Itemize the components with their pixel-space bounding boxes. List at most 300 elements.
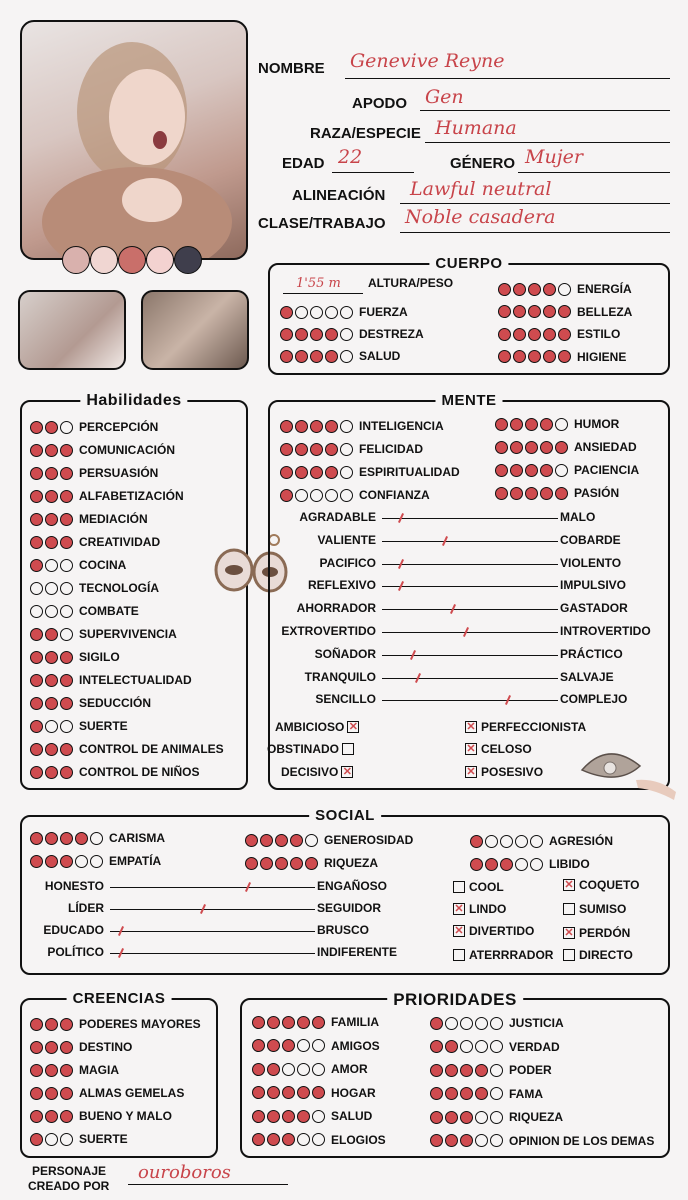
rating-dots — [30, 582, 75, 595]
stat-label: SUERTE — [79, 719, 128, 733]
rating-dot — [45, 1110, 58, 1123]
trait-label: SUMISO — [579, 902, 627, 916]
scale-track — [110, 931, 315, 932]
stat-label: HUMOR — [574, 417, 620, 431]
checked-box[interactable]: ✕ — [466, 766, 476, 778]
stat-label: FELICIDAD — [359, 442, 423, 456]
rating-dot — [325, 489, 338, 502]
stat-row — [498, 325, 620, 343]
rating-dot — [510, 487, 523, 500]
rating-dot — [310, 420, 323, 433]
rating-dot — [267, 1133, 280, 1146]
stat-label: VERDAD — [509, 1039, 560, 1054]
scale-track — [382, 541, 558, 542]
rating-dots — [252, 1063, 327, 1076]
rating-dot — [45, 743, 58, 756]
rating-dot — [555, 441, 568, 454]
scale-right-label: VIOLENTO — [560, 555, 622, 570]
scale-track — [382, 564, 558, 565]
scale-track — [110, 953, 315, 954]
rating-dot — [60, 444, 73, 457]
rating-dot — [282, 1086, 295, 1099]
rating-dot — [495, 418, 508, 431]
trait-label: ATERRRADOR — [469, 948, 554, 962]
rating-dot — [252, 1063, 265, 1076]
rating-dots — [30, 490, 75, 503]
scale-right-label: GASTADOR — [560, 601, 628, 616]
rating-dot — [500, 835, 513, 848]
rating-dot — [60, 720, 73, 733]
stat-row — [30, 1015, 201, 1033]
rating-dots — [30, 421, 75, 434]
rating-dot — [430, 1134, 443, 1147]
stat-row — [30, 556, 126, 574]
stat-row — [30, 1107, 172, 1125]
rating-dot — [60, 651, 73, 664]
rating-dot — [510, 441, 523, 454]
shell-pearl-icon — [578, 730, 678, 810]
rating-dot — [282, 1063, 295, 1076]
creencias-title: CREENCIAS — [67, 990, 172, 1007]
stat-row — [30, 441, 175, 459]
rating-dot — [495, 487, 508, 500]
rating-dots — [430, 1087, 505, 1100]
rating-dot — [280, 306, 293, 319]
stat-row — [470, 855, 590, 873]
stat-label: HIGIENE — [577, 349, 627, 364]
stat-label: AGRESIÓN — [549, 834, 614, 848]
rating-dot — [495, 464, 508, 477]
rating-dot — [30, 766, 43, 779]
rating-dot — [60, 1041, 73, 1054]
stat-row — [30, 717, 128, 735]
rating-dot — [430, 1040, 443, 1053]
scale-left-label: POLÍTICO — [47, 945, 104, 959]
stat-label: BELLEZA — [577, 304, 633, 319]
trait-label: DECISIVO — [281, 765, 339, 779]
rating-dot — [525, 487, 538, 500]
rating-dot — [340, 328, 353, 341]
rating-dots — [430, 1040, 505, 1053]
rating-dot — [280, 350, 293, 363]
scale-track — [110, 909, 315, 910]
mente-title: MENTE — [436, 392, 503, 409]
rating-dot — [252, 1086, 265, 1099]
scale-left-label: TRANQUILO — [304, 669, 376, 684]
stat-label: EMPATÍA — [109, 854, 162, 868]
checkbox[interactable] — [563, 903, 575, 915]
rating-dots — [252, 1110, 327, 1123]
stat-label: OPINION DE LOS DEMAS — [509, 1133, 655, 1148]
checked-box[interactable]: ✕ — [466, 743, 476, 755]
rating-dot — [558, 305, 571, 318]
rating-dot — [325, 466, 338, 479]
stat-row — [280, 325, 424, 343]
stat-label: CARISMA — [109, 831, 165, 845]
stat-label: LIBIDO — [549, 857, 590, 871]
rating-dot — [45, 1018, 58, 1031]
stat-row — [30, 533, 160, 551]
stat-label: SEDUCCIÓN — [79, 696, 152, 710]
rating-dot — [280, 489, 293, 502]
scale-left-label: PACIFICO — [319, 555, 376, 570]
field-value: Noble casadera — [405, 206, 556, 228]
rating-dot — [267, 1110, 280, 1123]
rating-dot — [325, 420, 338, 433]
rating-dot — [45, 1041, 58, 1054]
stat-label: DESTINO — [79, 1040, 133, 1054]
rating-dot — [540, 441, 553, 454]
checked-box[interactable]: ✕ — [466, 721, 476, 733]
rating-dots — [495, 418, 570, 431]
rating-dots — [30, 628, 75, 641]
scale-track — [382, 609, 558, 610]
rating-dot — [45, 651, 58, 664]
trait-check — [462, 718, 586, 736]
rating-dot — [295, 443, 308, 456]
checkbox[interactable] — [342, 743, 354, 755]
rating-dot — [30, 559, 43, 572]
stat-label: PASIÓN — [574, 486, 620, 500]
rating-dots — [252, 1086, 327, 1099]
rating-dot — [470, 835, 483, 848]
rating-dot — [30, 628, 43, 641]
stat-label: RIQUEZA — [324, 856, 378, 870]
stat-row — [30, 829, 165, 847]
rating-dots — [495, 487, 570, 500]
rating-dot — [528, 328, 541, 341]
rating-dot — [495, 441, 508, 454]
field-value: Gen — [425, 86, 464, 108]
stat-row — [30, 579, 159, 597]
stat-label: MAGIA — [79, 1063, 119, 1077]
rating-dot — [498, 305, 511, 318]
rating-dot — [445, 1087, 458, 1100]
field-value: Lawful neutral — [410, 178, 552, 200]
checked-box[interactable]: ✕ — [454, 925, 464, 937]
stat-row — [252, 1037, 380, 1055]
scale-right-label: INTROVERTIDO — [560, 624, 651, 638]
rating-dot — [430, 1017, 443, 1030]
rating-dots — [430, 1017, 505, 1030]
locket-photo — [141, 290, 249, 370]
stat-row — [30, 648, 120, 666]
stat-row — [280, 440, 423, 458]
rating-dot — [45, 582, 58, 595]
rating-dots — [498, 283, 573, 296]
stat-label: PERCEPCIÓN — [79, 420, 159, 434]
field-value: Mujer — [525, 146, 583, 168]
rating-dot — [252, 1133, 265, 1146]
rating-dot — [430, 1087, 443, 1100]
trait-check — [462, 763, 543, 781]
altura-label: ALTURA/PESO — [368, 276, 454, 290]
color-swatch — [174, 246, 202, 274]
stat-row — [30, 510, 148, 528]
checkbox[interactable] — [453, 881, 465, 893]
rating-dot — [30, 743, 43, 756]
rating-dots — [245, 857, 320, 870]
rating-dot — [30, 582, 43, 595]
checked-box[interactable]: ✕ — [564, 879, 574, 891]
rating-dot — [295, 350, 308, 363]
stat-row — [30, 763, 199, 781]
trait-check — [462, 740, 532, 758]
scale-track — [382, 700, 558, 701]
rating-dot — [282, 1016, 295, 1029]
stat-label: SALUD — [331, 1109, 373, 1123]
rating-dot — [445, 1017, 458, 1030]
rating-dot — [490, 1087, 503, 1100]
rating-dot — [513, 305, 526, 318]
stat-label: CONFIANZA — [359, 488, 430, 502]
stat-row — [252, 1060, 368, 1078]
rating-dot — [312, 1086, 325, 1099]
field-label: APODO — [352, 95, 408, 112]
rating-dot — [45, 444, 58, 457]
checked-box[interactable]: ✕ — [348, 721, 358, 733]
rating-dot — [340, 350, 353, 363]
field-label: GÉNERO — [450, 155, 516, 172]
stat-row — [280, 486, 430, 504]
rating-dot — [60, 674, 73, 687]
rating-dots — [252, 1133, 327, 1146]
stat-label: TECNOLOGÍA — [79, 581, 159, 595]
rating-dot — [490, 1111, 503, 1124]
rating-dot — [60, 1110, 73, 1123]
rating-dot — [297, 1086, 310, 1099]
rating-dot — [475, 1111, 488, 1124]
stat-label: SUERTE — [79, 1132, 128, 1146]
rating-dot — [60, 605, 73, 618]
rating-dot — [543, 305, 556, 318]
field-label: CLASE/TRABAJO — [258, 215, 386, 232]
rating-dots — [498, 328, 573, 341]
rating-dot — [460, 1064, 473, 1077]
stat-label: COMUNICACIÓN — [79, 443, 175, 457]
field-value: Humana — [435, 117, 517, 139]
rating-dot — [267, 1086, 280, 1099]
rating-dot — [280, 328, 293, 341]
trait-label: LINDO — [469, 902, 507, 916]
rating-dot — [245, 834, 258, 847]
rating-dots — [30, 1018, 75, 1031]
scale-left-label: LÍDER — [68, 901, 104, 915]
rating-dot — [30, 832, 43, 845]
stat-label: PODERES MAYORES — [79, 1017, 201, 1031]
rating-dot — [310, 306, 323, 319]
rating-dot — [45, 832, 58, 845]
rating-dots — [30, 743, 75, 756]
rating-dot — [543, 283, 556, 296]
rating-dot — [282, 1110, 295, 1123]
rating-dot — [267, 1063, 280, 1076]
rating-dot — [30, 490, 43, 503]
rating-dot — [60, 582, 73, 595]
rating-dot — [310, 489, 323, 502]
stat-row — [252, 1013, 379, 1031]
rating-dots — [252, 1039, 327, 1052]
stat-row — [30, 694, 151, 712]
checkbox[interactable] — [453, 949, 465, 961]
stat-row — [280, 347, 400, 365]
hands-photo — [18, 290, 126, 370]
stat-row — [30, 1130, 128, 1148]
footer-label-2: CREADO POR — [28, 1179, 110, 1193]
rating-dots — [30, 1087, 75, 1100]
rating-dots — [30, 559, 75, 572]
rating-dot — [30, 605, 43, 618]
rating-dot — [460, 1111, 473, 1124]
rating-dot — [498, 350, 511, 363]
rating-dot — [485, 835, 498, 848]
stat-label: GENEROSIDAD — [324, 833, 414, 847]
rating-dot — [470, 858, 483, 871]
rating-dots — [30, 1041, 75, 1054]
habilidades-title: Habilidades — [80, 392, 187, 410]
scale-right-label: IMPULSIVO — [560, 578, 627, 593]
rating-dot — [45, 605, 58, 618]
rating-dot — [530, 835, 543, 848]
rating-dot — [45, 536, 58, 549]
rating-dot — [558, 328, 571, 341]
trait-check — [560, 924, 630, 942]
checked-box[interactable]: ✕ — [454, 903, 464, 915]
scale-track — [382, 678, 558, 679]
checked-box[interactable]: ✕ — [342, 766, 352, 778]
rating-dot — [543, 350, 556, 363]
rating-dots — [30, 697, 75, 710]
scale-left-label: AGRADABLE — [299, 510, 376, 524]
stat-row — [30, 740, 224, 758]
rating-dot — [528, 283, 541, 296]
rating-dot — [60, 832, 73, 845]
rating-dot — [60, 513, 73, 526]
rating-dot — [310, 350, 323, 363]
rating-dot — [325, 328, 338, 341]
stat-row — [280, 417, 444, 435]
rating-dot — [475, 1064, 488, 1077]
stat-row — [245, 831, 413, 849]
rating-dot — [460, 1087, 473, 1100]
stat-row — [430, 1014, 564, 1032]
stat-row — [430, 1132, 654, 1150]
scale-track — [382, 518, 558, 519]
stat-label: COCINA — [79, 558, 127, 572]
checked-box[interactable]: ✕ — [564, 927, 574, 939]
rating-dot — [460, 1017, 473, 1030]
rating-dots — [430, 1064, 505, 1077]
rating-dot — [267, 1016, 280, 1029]
rating-dots — [30, 444, 75, 457]
trait-check — [280, 763, 356, 781]
rating-dot — [460, 1134, 473, 1147]
rating-dot — [430, 1064, 443, 1077]
scale-track — [382, 655, 558, 656]
rating-dot — [540, 464, 553, 477]
rating-dots — [30, 832, 105, 845]
rating-dot — [305, 857, 318, 870]
rating-dot — [540, 487, 553, 500]
trait-check — [450, 922, 534, 940]
rating-dot — [528, 350, 541, 363]
rating-dot — [490, 1017, 503, 1030]
rating-dots — [280, 466, 355, 479]
field-label: ALINEACIÓN — [292, 187, 386, 204]
rating-dot — [60, 421, 73, 434]
stat-row — [245, 854, 378, 872]
trait-label: CELOSO — [481, 742, 532, 756]
stat-row — [495, 415, 619, 433]
field-label: EDAD — [282, 155, 325, 172]
stat-row — [430, 1085, 543, 1103]
color-swatch — [90, 246, 118, 274]
rating-dot — [460, 1040, 473, 1053]
creator-name: ouroboros — [138, 1162, 231, 1183]
stat-label: BUENO Y MALO — [79, 1109, 172, 1123]
stat-label: DESTREZA — [359, 327, 424, 341]
rating-dot — [45, 720, 58, 733]
stat-row — [30, 1038, 132, 1056]
stat-row — [280, 303, 408, 321]
rating-dot — [485, 858, 498, 871]
rating-dot — [75, 832, 88, 845]
rating-dot — [290, 857, 303, 870]
rating-dot — [60, 467, 73, 480]
rating-dot — [530, 858, 543, 871]
rating-dot — [282, 1133, 295, 1146]
rating-dot — [340, 489, 353, 502]
rating-dot — [490, 1134, 503, 1147]
rating-dot — [525, 464, 538, 477]
rating-dot — [312, 1016, 325, 1029]
social-title: SOCIAL — [309, 807, 381, 824]
stat-row — [30, 1084, 184, 1102]
rating-dot — [45, 766, 58, 779]
color-swatch — [118, 246, 146, 274]
rating-dot — [310, 443, 323, 456]
rating-dots — [280, 306, 355, 319]
scale-right-label: PRÁCTICO — [560, 646, 623, 661]
rating-dot — [45, 674, 58, 687]
color-swatch — [146, 246, 174, 274]
stat-row — [498, 280, 632, 298]
rating-dot — [475, 1087, 488, 1100]
stat-label: INTELIGENCIA — [359, 419, 444, 433]
rating-dot — [60, 697, 73, 710]
stat-row — [30, 625, 177, 643]
rating-dot — [30, 674, 43, 687]
rating-dot — [310, 328, 323, 341]
scale-track — [382, 632, 558, 633]
checkbox[interactable] — [563, 949, 575, 961]
rating-dot — [45, 628, 58, 641]
stat-label: SALUD — [359, 349, 401, 363]
stat-label: FAMILIA — [331, 1015, 379, 1029]
rating-dots — [430, 1111, 505, 1124]
stat-label: PACIENCIA — [574, 463, 640, 477]
stat-label: ANSIEDAD — [574, 440, 637, 454]
rating-dot — [252, 1039, 265, 1052]
stat-row — [30, 487, 184, 505]
rating-dot — [30, 697, 43, 710]
rating-dot — [260, 834, 273, 847]
rating-dot — [275, 834, 288, 847]
rating-dot — [30, 444, 43, 457]
stat-label: ENERGÍA — [577, 282, 632, 296]
rating-dot — [525, 441, 538, 454]
rating-dot — [280, 443, 293, 456]
